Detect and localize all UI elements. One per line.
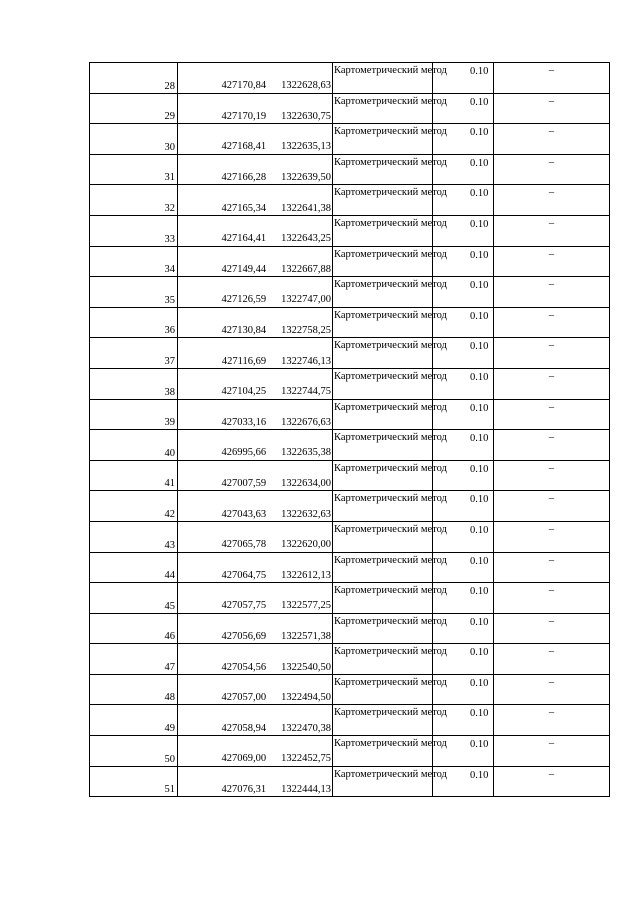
point-number: 35 bbox=[90, 277, 178, 308]
coord-y: 1322639,50 bbox=[281, 172, 331, 184]
coord-y: 1322667,88 bbox=[281, 263, 331, 275]
method-cell: Картометрический метод bbox=[333, 766, 433, 797]
point-number: 28 bbox=[90, 63, 178, 94]
table-row bbox=[90, 766, 610, 797]
table-row bbox=[90, 644, 610, 675]
accuracy-cell: 0.10 bbox=[433, 583, 494, 614]
note-cell: – bbox=[494, 705, 610, 736]
coord-y: 1322744,75 bbox=[281, 386, 331, 398]
table-row bbox=[90, 583, 610, 614]
table-row bbox=[90, 613, 610, 644]
accuracy-cell: 0.10 bbox=[433, 338, 494, 369]
note-cell: – bbox=[494, 338, 610, 369]
table-row bbox=[90, 154, 610, 185]
coord-y: 1322571,38 bbox=[281, 630, 331, 642]
note-cell: – bbox=[494, 521, 610, 552]
accuracy-cell: 0.10 bbox=[433, 399, 494, 430]
coordinates-cell bbox=[178, 338, 333, 369]
coordinates-cell bbox=[178, 674, 333, 705]
coordinates-cell bbox=[178, 736, 333, 767]
table-row bbox=[90, 246, 610, 277]
note-cell: – bbox=[494, 552, 610, 583]
coord-x: 427165,34 bbox=[221, 202, 267, 214]
accuracy-cell: 0.10 bbox=[433, 124, 494, 155]
accuracy-cell: 0.10 bbox=[433, 736, 494, 767]
method-cell: Картометрический метод bbox=[333, 552, 433, 583]
accuracy-cell: 0.10 bbox=[433, 63, 494, 94]
method-cell: Картометрический метод bbox=[333, 521, 433, 552]
table-row bbox=[90, 368, 610, 399]
method-cell: Картометрический метод bbox=[333, 399, 433, 430]
note-cell: – bbox=[494, 185, 610, 216]
point-number: 42 bbox=[90, 491, 178, 522]
accuracy-cell: 0.10 bbox=[433, 368, 494, 399]
point-number: 38 bbox=[90, 368, 178, 399]
method-cell: Картометрический метод bbox=[333, 124, 433, 155]
coord-y: 1322540,50 bbox=[281, 661, 331, 673]
coordinates-cell bbox=[178, 277, 333, 308]
table-row bbox=[90, 674, 610, 705]
method-cell: Картометрический метод bbox=[333, 338, 433, 369]
coordinates-cell bbox=[178, 460, 333, 491]
coordinates-cell bbox=[178, 644, 333, 675]
coord-x: 427170,19 bbox=[221, 110, 267, 122]
coord-y: 1322470,38 bbox=[281, 722, 331, 734]
coord-y: 1322632,63 bbox=[281, 508, 331, 520]
coordinates-cell bbox=[178, 583, 333, 614]
coord-y: 1322641,38 bbox=[281, 202, 331, 214]
point-number: 29 bbox=[90, 93, 178, 124]
table-row bbox=[90, 93, 610, 124]
accuracy-cell: 0.10 bbox=[433, 613, 494, 644]
note-cell: – bbox=[494, 583, 610, 614]
accuracy-cell: 0.10 bbox=[433, 215, 494, 246]
accuracy-cell: 0.10 bbox=[433, 154, 494, 185]
coord-x: 427033,16 bbox=[221, 416, 267, 428]
accuracy-cell: 0.10 bbox=[433, 521, 494, 552]
coordinates-cell bbox=[178, 124, 333, 155]
method-cell: Картометрический метод bbox=[333, 277, 433, 308]
method-cell: Картометрический метод bbox=[333, 674, 433, 705]
coord-x: 427076,31 bbox=[221, 783, 267, 795]
coord-y: 1322635,13 bbox=[281, 141, 331, 153]
coordinates-cell bbox=[178, 93, 333, 124]
coordinates-cell bbox=[178, 705, 333, 736]
coord-x: 427130,84 bbox=[221, 325, 267, 337]
note-cell: – bbox=[494, 430, 610, 461]
note-cell: – bbox=[494, 215, 610, 246]
point-number: 46 bbox=[90, 613, 178, 644]
point-number: 32 bbox=[90, 185, 178, 216]
coordinates-cell bbox=[178, 154, 333, 185]
method-cell: Картометрический метод bbox=[333, 583, 433, 614]
accuracy-cell: 0.10 bbox=[433, 705, 494, 736]
table-row bbox=[90, 430, 610, 461]
coordinates-table bbox=[89, 62, 610, 797]
point-number: 30 bbox=[90, 124, 178, 155]
method-cell: Картометрический метод bbox=[333, 705, 433, 736]
coordinates-cell bbox=[178, 491, 333, 522]
note-cell: – bbox=[494, 766, 610, 797]
coord-x: 427166,28 bbox=[221, 172, 267, 184]
point-number: 41 bbox=[90, 460, 178, 491]
coord-x: 427057,00 bbox=[221, 692, 267, 704]
coord-y: 1322635,38 bbox=[281, 447, 331, 459]
point-number: 34 bbox=[90, 246, 178, 277]
note-cell: – bbox=[494, 307, 610, 338]
accuracy-cell: 0.10 bbox=[433, 307, 494, 338]
note-cell: – bbox=[494, 644, 610, 675]
coord-y: 1322630,75 bbox=[281, 110, 331, 122]
note-cell: – bbox=[494, 399, 610, 430]
table-row bbox=[90, 63, 610, 94]
point-number: 51 bbox=[90, 766, 178, 797]
point-number: 36 bbox=[90, 307, 178, 338]
accuracy-cell: 0.10 bbox=[433, 185, 494, 216]
method-cell: Картометрический метод bbox=[333, 246, 433, 277]
method-cell: Картометрический метод bbox=[333, 736, 433, 767]
coordinates-cell bbox=[178, 63, 333, 94]
accuracy-cell: 0.10 bbox=[433, 430, 494, 461]
coordinates-cell bbox=[178, 613, 333, 644]
coord-x: 427126,59 bbox=[221, 294, 267, 306]
accuracy-cell: 0.10 bbox=[433, 491, 494, 522]
accuracy-cell: 0.10 bbox=[433, 246, 494, 277]
coord-y: 1322746,13 bbox=[281, 355, 331, 367]
table-row bbox=[90, 215, 610, 246]
method-cell: Картометрический метод bbox=[333, 93, 433, 124]
coord-x: 427054,56 bbox=[221, 661, 267, 673]
coord-x: 427058,94 bbox=[221, 722, 267, 734]
accuracy-cell: 0.10 bbox=[433, 277, 494, 308]
accuracy-cell: 0.10 bbox=[433, 644, 494, 675]
note-cell: – bbox=[494, 736, 610, 767]
note-cell: – bbox=[494, 674, 610, 705]
coord-y: 1322612,13 bbox=[281, 569, 331, 581]
accuracy-cell: 0.10 bbox=[433, 460, 494, 491]
coord-x: 427069,00 bbox=[221, 753, 267, 765]
coord-x: 427065,78 bbox=[221, 539, 267, 551]
method-cell: Картометрический метод bbox=[333, 613, 433, 644]
note-cell: – bbox=[494, 124, 610, 155]
coord-x: 427056,69 bbox=[221, 630, 267, 642]
table-row bbox=[90, 277, 610, 308]
table-row bbox=[90, 338, 610, 369]
point-number: 39 bbox=[90, 399, 178, 430]
coord-y: 1322747,00 bbox=[281, 294, 331, 306]
coordinates-cell bbox=[178, 552, 333, 583]
accuracy-cell: 0.10 bbox=[433, 93, 494, 124]
coord-y: 1322620,00 bbox=[281, 539, 331, 551]
table-row bbox=[90, 705, 610, 736]
coordinates-cell bbox=[178, 215, 333, 246]
coord-y: 1322452,75 bbox=[281, 753, 331, 765]
point-number: 43 bbox=[90, 521, 178, 552]
coord-x: 427116,69 bbox=[221, 355, 267, 367]
coordinates-cell bbox=[178, 246, 333, 277]
point-number: 37 bbox=[90, 338, 178, 369]
method-cell: Картометрический метод bbox=[333, 185, 433, 216]
coord-y: 1322444,13 bbox=[281, 783, 331, 795]
coord-x: 427149,44 bbox=[221, 263, 267, 275]
method-cell: Картометрический метод bbox=[333, 491, 433, 522]
accuracy-cell: 0.10 bbox=[433, 674, 494, 705]
coord-x: 427057,75 bbox=[221, 600, 267, 612]
note-cell: – bbox=[494, 277, 610, 308]
table-row bbox=[90, 460, 610, 491]
coord-x: 426995,66 bbox=[221, 447, 267, 459]
note-cell: – bbox=[494, 460, 610, 491]
note-cell: – bbox=[494, 63, 610, 94]
coordinates-cell bbox=[178, 307, 333, 338]
table-row bbox=[90, 552, 610, 583]
method-cell: Картометрический метод bbox=[333, 460, 433, 491]
coord-x: 427064,75 bbox=[221, 569, 267, 581]
note-cell: – bbox=[494, 93, 610, 124]
method-cell: Картометрический метод bbox=[333, 215, 433, 246]
method-cell: Картометрический метод bbox=[333, 368, 433, 399]
note-cell: – bbox=[494, 491, 610, 522]
coord-x: 427164,41 bbox=[221, 233, 267, 245]
coord-y: 1322634,00 bbox=[281, 478, 331, 490]
method-cell: Картометрический метод bbox=[333, 307, 433, 338]
coord-y: 1322628,63 bbox=[281, 80, 331, 92]
method-cell: Картометрический метод bbox=[333, 644, 433, 675]
note-cell: – bbox=[494, 613, 610, 644]
table-row bbox=[90, 736, 610, 767]
coordinates-cell bbox=[178, 399, 333, 430]
point-number: 31 bbox=[90, 154, 178, 185]
method-cell: Картометрический метод bbox=[333, 154, 433, 185]
coord-x: 427170,84 bbox=[221, 80, 267, 92]
coord-y: 1322676,63 bbox=[281, 416, 331, 428]
note-cell: – bbox=[494, 246, 610, 277]
point-number: 40 bbox=[90, 430, 178, 461]
point-number: 47 bbox=[90, 644, 178, 675]
point-number: 44 bbox=[90, 552, 178, 583]
coord-y: 1322494,50 bbox=[281, 692, 331, 704]
coordinates-cell bbox=[178, 185, 333, 216]
table-row bbox=[90, 307, 610, 338]
note-cell: – bbox=[494, 154, 610, 185]
coord-y: 1322643,25 bbox=[281, 233, 331, 245]
point-number: 48 bbox=[90, 674, 178, 705]
coordinates-cell bbox=[178, 766, 333, 797]
coordinates-cell bbox=[178, 521, 333, 552]
accuracy-cell: 0.10 bbox=[433, 552, 494, 583]
method-cell: Картометрический метод bbox=[333, 430, 433, 461]
coordinates-cell bbox=[178, 430, 333, 461]
table-row bbox=[90, 124, 610, 155]
point-number: 50 bbox=[90, 736, 178, 767]
coordinates-cell bbox=[178, 368, 333, 399]
coord-x: 427168,41 bbox=[221, 141, 267, 153]
method-cell: Картометрический метод bbox=[333, 63, 433, 94]
table-row bbox=[90, 521, 610, 552]
point-number: 49 bbox=[90, 705, 178, 736]
table-row bbox=[90, 399, 610, 430]
coord-y: 1322577,25 bbox=[281, 600, 331, 612]
point-number: 33 bbox=[90, 215, 178, 246]
point-number: 45 bbox=[90, 583, 178, 614]
coord-y: 1322758,25 bbox=[281, 325, 331, 337]
coord-x: 427007,59 bbox=[221, 478, 267, 490]
note-cell: – bbox=[494, 368, 610, 399]
table-row bbox=[90, 185, 610, 216]
coord-x: 427104,25 bbox=[221, 386, 267, 398]
coord-x: 427043,63 bbox=[221, 508, 267, 520]
coordinates-table-body bbox=[90, 63, 610, 797]
table-row bbox=[90, 491, 610, 522]
accuracy-cell: 0.10 bbox=[433, 766, 494, 797]
